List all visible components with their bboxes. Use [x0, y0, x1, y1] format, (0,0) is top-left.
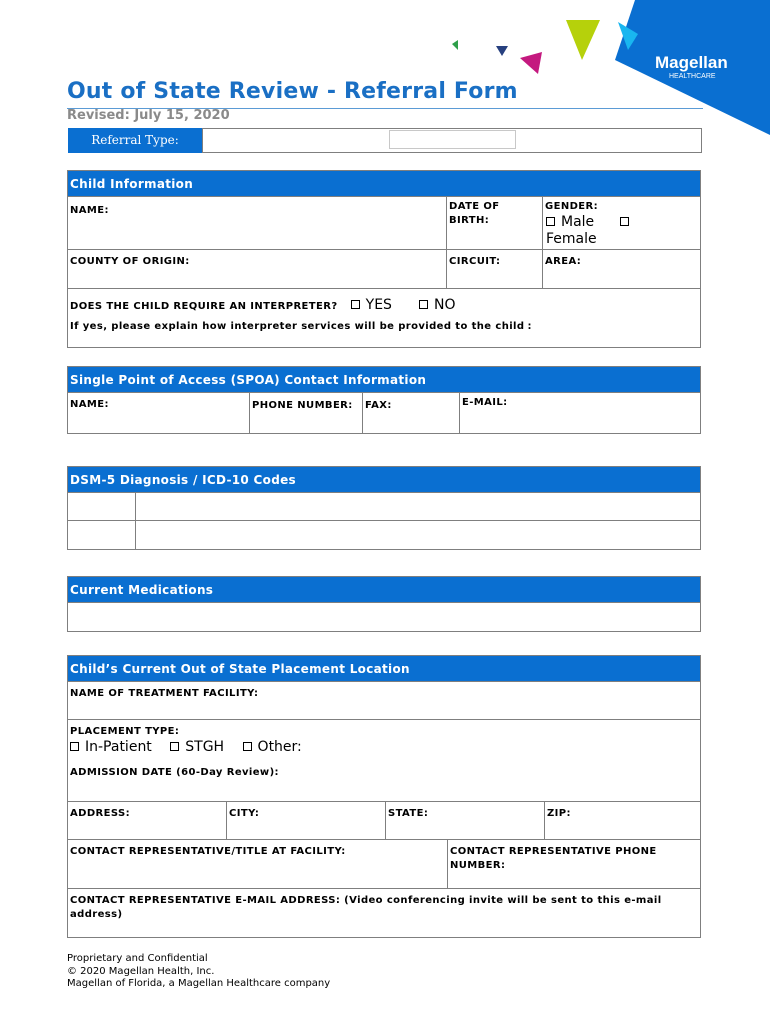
- inpatient-checkbox[interactable]: [70, 742, 79, 751]
- address-row: [68, 802, 700, 840]
- magellan-logo: [440, 0, 770, 140]
- inpatient-label: In-Patient: [85, 739, 152, 755]
- diagnosis-description-cell[interactable]: [135, 521, 700, 549]
- diagnosis-row[interactable]: [68, 521, 700, 549]
- circuit-cell[interactable]: [446, 250, 542, 288]
- admission-date-label: ADMISSION DATE (60-Day Review):: [70, 767, 279, 778]
- contact-rep-phone-cell[interactable]: [447, 840, 700, 888]
- address-label: ADDRESS:: [70, 808, 131, 819]
- section-heading: Single Point of Access (SPOA) Contact Information: [68, 367, 700, 393]
- spoa-email-cell[interactable]: [459, 393, 700, 433]
- footer: [67, 953, 330, 991]
- county-row: [68, 250, 700, 289]
- logo-accent-green: [452, 40, 458, 50]
- child-name-label: NAME:: [70, 205, 109, 216]
- stgh-label: STGH: [185, 739, 225, 755]
- contact-rep-phone-label: CONTACT REPRESENTATIVE PHONE NUMBER:: [450, 846, 657, 871]
- male-label: Male: [561, 214, 595, 230]
- diagnosis-description-cell[interactable]: [135, 493, 700, 520]
- section-heading: DSM-5 Diagnosis / ICD-10 Codes: [68, 467, 700, 493]
- contact-rep-row: [68, 840, 700, 889]
- state-label: STATE:: [388, 808, 429, 819]
- placement-type-label: PLACEMENT TYPE:: [70, 726, 180, 737]
- footer-company: Magellan of Florida, a Magellan Healthcare company: [67, 978, 331, 989]
- facility-label: NAME OF TREATMENT FACILITY:: [70, 688, 259, 699]
- spoa-row: [68, 393, 700, 433]
- female-label: Female: [546, 231, 597, 247]
- other-label: Other:: [257, 739, 302, 755]
- logo-accent-navy: [496, 46, 508, 56]
- placement-type-row: [68, 720, 700, 802]
- circuit-label: CIRCUIT:: [449, 256, 501, 267]
- spoa-email-label: E-MAIL:: [462, 397, 508, 408]
- area-label: AREA:: [545, 256, 582, 267]
- spoa-section: [67, 366, 701, 434]
- placement-section: [67, 655, 701, 938]
- logo-subtext: HEALTHCARE: [669, 73, 716, 80]
- female-checkbox[interactable]: [620, 217, 629, 226]
- male-checkbox[interactable]: [546, 217, 555, 226]
- interpreter-no-checkbox[interactable]: [419, 300, 428, 309]
- medications-section: [67, 576, 701, 632]
- zip-cell[interactable]: [544, 802, 700, 839]
- interpreter-yes-checkbox[interactable]: [351, 300, 360, 309]
- child-info-section: [67, 170, 701, 348]
- logo-accent-magenta: [520, 52, 542, 74]
- city-cell[interactable]: [226, 802, 385, 839]
- contact-rep-title-label: CONTACT REPRESENTATIVE/TITLE AT FACILITY:: [70, 846, 346, 857]
- other-checkbox[interactable]: [243, 742, 252, 751]
- section-heading: Child’s Current Out of State Placement Location: [68, 656, 700, 682]
- child-name-row: [68, 197, 700, 250]
- city-label: CITY:: [229, 808, 260, 819]
- spoa-phone-cell[interactable]: [249, 393, 362, 433]
- referral-type-input[interactable]: [389, 130, 516, 149]
- diagnosis-section: [67, 466, 701, 550]
- spoa-fax-label: FAX:: [365, 400, 392, 411]
- zip-label: ZIP:: [547, 808, 571, 819]
- interpreter-explain-colon: :: [527, 321, 532, 332]
- interpreter-yes-label: YES: [365, 297, 392, 313]
- dob-cell[interactable]: [446, 197, 542, 249]
- footer-confidential: Proprietary and Confidential: [67, 953, 208, 964]
- spoa-fax-cell[interactable]: [362, 393, 459, 433]
- gender-label: GENDER:: [545, 201, 599, 212]
- contact-rep-email-label: CONTACT REPRESENTATIVE E-MAIL ADDRESS: (Video conferencing invite will be sent to this e-mail address): [70, 895, 662, 920]
- county-label: COUNTY OF ORIGIN:: [70, 256, 190, 267]
- form-title: Out of State Review - Referral Form: [67, 79, 518, 104]
- interpreter-no-label: NO: [434, 297, 456, 313]
- interpreter-row: [68, 289, 700, 347]
- section-heading: Current Medications: [68, 577, 700, 603]
- stgh-checkbox[interactable]: [170, 742, 179, 751]
- revised-date: Revised: July 15, 2020: [67, 108, 230, 123]
- medications-field[interactable]: [68, 603, 700, 631]
- spoa-phone-label: PHONE NUMBER:: [252, 400, 353, 411]
- interpreter-explain-label: If yes, please explain how interpreter services will be provided to the child: [70, 321, 525, 332]
- footer-copyright: © 2020 Magellan Health, Inc.: [67, 965, 215, 977]
- state-cell[interactable]: [385, 802, 544, 839]
- facility-row[interactable]: [68, 682, 700, 720]
- spoa-name-label: NAME:: [70, 399, 109, 410]
- diagnosis-row[interactable]: [68, 493, 700, 521]
- area-cell[interactable]: [542, 250, 700, 288]
- logo-accent-lime: [566, 20, 600, 60]
- referral-type-label: Referral Type:: [68, 128, 202, 153]
- dob-label: DATE OF BIRTH:: [449, 201, 500, 226]
- logo-text: Magellan: [655, 53, 728, 72]
- contact-email-row[interactable]: [68, 889, 700, 937]
- gender-cell: [542, 197, 700, 249]
- interpreter-question: DOES THE CHILD REQUIRE AN INTERPRETER?: [70, 301, 338, 312]
- section-heading: Child Information: [68, 171, 700, 197]
